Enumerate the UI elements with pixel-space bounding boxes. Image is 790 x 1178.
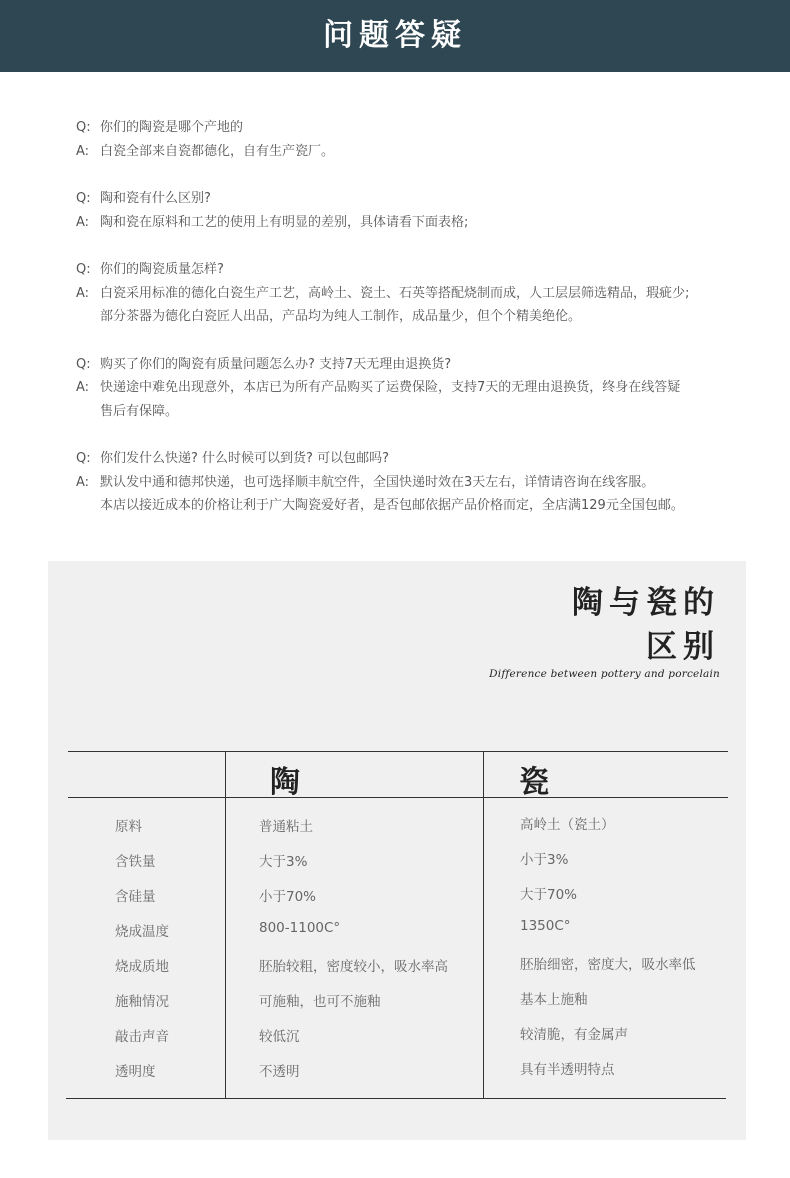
- answer-prefix: A:: [76, 380, 90, 395]
- question-prefix: Q:: [76, 120, 91, 135]
- faq-question: 陶和瓷有什么区别?: [100, 191, 211, 206]
- porcelain-value: 小于3%: [520, 852, 569, 868]
- faq-answer: 陶和瓷在原料和工艺的使用上有明显的差别，具体请看下面表格;: [100, 214, 469, 230]
- porcelain-value: 大于70%: [520, 887, 578, 903]
- comparison-title-line2: 区别: [646, 629, 720, 665]
- row-label: 含硅量: [115, 889, 156, 905]
- column-header-porcelain: 瓷: [519, 765, 549, 800]
- row-label: 烧成质地: [115, 959, 169, 975]
- faq-question: 购买了你们的陶瓷有质量问题怎么办? 支持7天无理由退换货?: [100, 356, 452, 372]
- table-divider-1: [225, 751, 226, 1099]
- row-label: 透明度: [115, 1064, 156, 1080]
- pottery-value: 可施釉，也可不施釉: [259, 994, 381, 1010]
- comparison-title-line1: 陶与瓷的: [572, 585, 720, 621]
- faq-question: 你们发什么快递? 什么时候可以到货? 可以包邮吗?: [100, 451, 389, 466]
- row-label: 原料: [115, 819, 142, 835]
- question-prefix: Q:: [76, 262, 91, 277]
- pottery-value: 普通粘土: [259, 819, 313, 835]
- porcelain-value: 高岭土（瓷土）: [520, 817, 615, 833]
- answer-indent: [76, 494, 100, 518]
- page-title: 问题答疑: [323, 18, 467, 53]
- answer-prefix: A:: [76, 214, 90, 230]
- pottery-value: 大于3%: [259, 854, 308, 870]
- faq-answer: 白瓷采用标准的德化白瓷生产工艺，高岭土、瓷土、石英等搭配烧制而成，人工层层筛选精品，瑕疵少;: [100, 285, 690, 301]
- porcelain-value: 具有半透明特点: [520, 1062, 615, 1078]
- faq-answer: 白瓷全部来自瓷都德化，自有生产瓷厂。: [100, 143, 335, 159]
- faq-question: 你们的陶瓷是哪个产地的: [100, 120, 244, 135]
- question-prefix: Q:: [76, 451, 91, 466]
- table-divider-2: [483, 751, 484, 1099]
- comparison-panel: [48, 561, 746, 1140]
- question-prefix: Q:: [76, 356, 91, 372]
- answer-prefix: A:: [76, 285, 90, 301]
- answer-indent: [76, 305, 100, 329]
- faq-answer: 本店以接近成本的价格让利于广大陶瓷爱好者，是否包邮依据产品价格而定，全店满129元全国包邮。: [100, 498, 684, 513]
- answer-prefix: A:: [76, 143, 90, 159]
- faq-question: 你们的陶瓷质量怎样?: [100, 262, 224, 277]
- pottery-value: 胚胎较粗，密度较小，吸水率高: [259, 959, 448, 975]
- row-label: 含铁量: [115, 854, 156, 870]
- row-label: 施釉情况: [115, 994, 169, 1010]
- faq-item: [76, 116, 756, 163]
- comparison-subtitle: Difference between pottery and porcelain: [489, 668, 720, 680]
- table-bottom-rule: [66, 1098, 726, 1099]
- pottery-value: 不透明: [259, 1064, 300, 1080]
- answer-prefix: A:: [76, 474, 90, 490]
- answer-indent: [76, 400, 100, 424]
- question-prefix: Q:: [76, 191, 91, 206]
- faq-item: [76, 353, 756, 424]
- row-label: 烧成温度: [115, 924, 169, 940]
- porcelain-value: 较清脆，有金属声: [520, 1027, 628, 1043]
- table-top-rule: [68, 751, 728, 752]
- pottery-value: 小于70%: [259, 889, 317, 905]
- faq-answer: 默认发中通和德邦快递，也可选择顺丰航空件，全国快递时效在3天左右，详情请咨询在线客服。: [100, 474, 655, 490]
- porcelain-value: 胚胎细密，密度大，吸水率低: [520, 957, 696, 973]
- porcelain-value: 1350C°: [520, 918, 571, 934]
- faq-answer: 部分茶器为德化白瓷匠人出品，产品均为纯人工制作，成品量少，但个个精美绝伦。: [100, 309, 582, 324]
- porcelain-value: 基本上施釉: [520, 992, 588, 1008]
- comparison-title: [572, 581, 720, 669]
- pottery-value: 800-1100C°: [259, 920, 341, 936]
- row-label: 敲击声音: [115, 1029, 169, 1045]
- faq-item: [76, 187, 756, 234]
- pottery-value: 较低沉: [259, 1029, 300, 1045]
- faq-answer: 售后有保障。: [100, 403, 179, 419]
- faq-answer: 快递途中难免出现意外，本店已为所有产品购买了运费保险，支持7天的无理由退换货，终身在线答疑: [100, 380, 681, 395]
- faq-item: [76, 447, 756, 518]
- faq-section: [76, 116, 756, 542]
- table-header-rule: [68, 797, 728, 798]
- header-banner: [0, 0, 790, 72]
- faq-item: [76, 258, 756, 329]
- column-header-pottery: 陶: [270, 765, 300, 800]
